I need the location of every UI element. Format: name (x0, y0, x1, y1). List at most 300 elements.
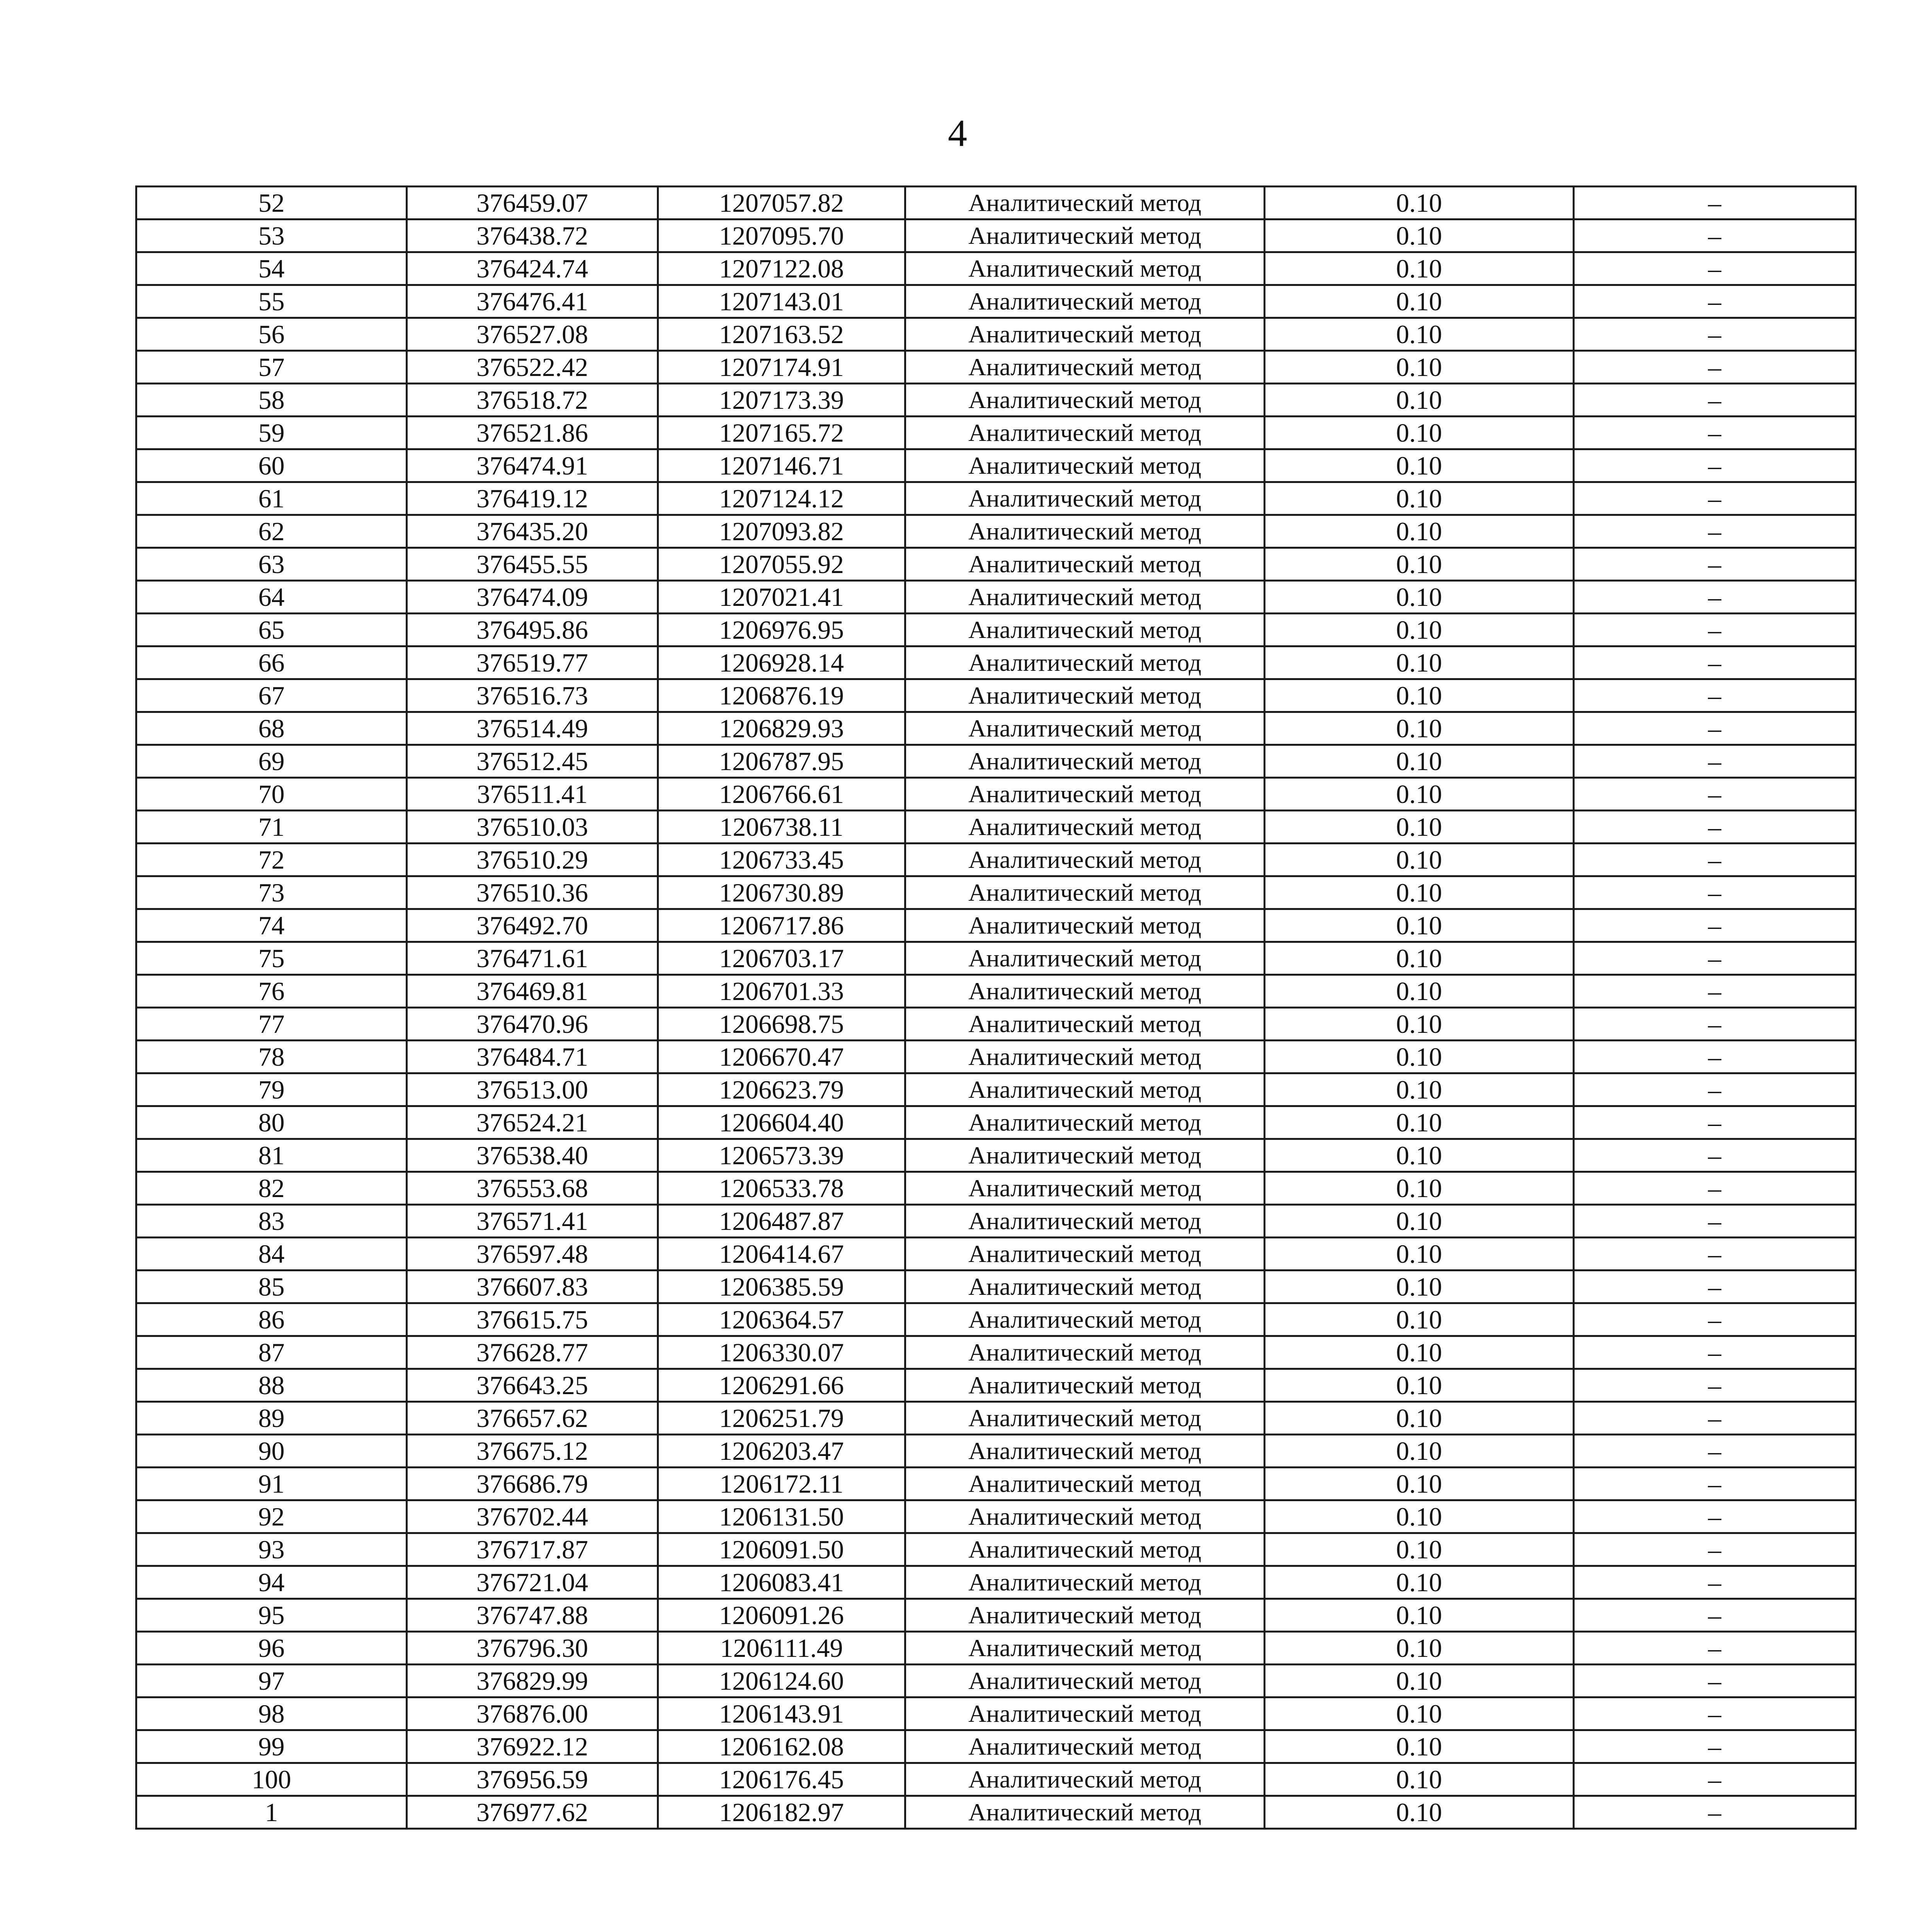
x-coordinate-cell: 376702.44 (407, 1500, 658, 1533)
x-coordinate-cell: 376977.62 (407, 1796, 658, 1829)
x-coordinate-cell: 376511.41 (407, 778, 658, 811)
x-coordinate-cell: 376435.20 (407, 515, 658, 548)
y-coordinate-cell: 1206876.19 (658, 679, 905, 712)
description-cell: – (1574, 942, 1856, 975)
accuracy-cell: 0.10 (1265, 252, 1574, 285)
accuracy-cell: 0.10 (1265, 1763, 1574, 1796)
accuracy-cell: 0.10 (1265, 778, 1574, 811)
description-cell: – (1574, 1402, 1856, 1435)
description-cell: – (1574, 1106, 1856, 1139)
x-coordinate-cell: 376510.29 (407, 844, 658, 876)
method-cell: Аналитический метод (905, 187, 1265, 219)
description-cell: – (1574, 548, 1856, 581)
x-coordinate-cell: 376455.55 (407, 548, 658, 581)
y-coordinate-cell: 1206533.78 (658, 1172, 905, 1205)
table-row (136, 1697, 1856, 1730)
method-cell: Аналитический метод (905, 252, 1265, 285)
description-cell: – (1574, 1303, 1856, 1336)
y-coordinate-cell: 1207143.01 (658, 285, 905, 318)
accuracy-cell: 0.10 (1265, 1402, 1574, 1435)
y-coordinate-cell: 1206414.67 (658, 1238, 905, 1270)
table-row (136, 581, 1856, 614)
y-coordinate-cell: 1206701.33 (658, 975, 905, 1008)
accuracy-cell: 0.10 (1265, 1139, 1574, 1172)
method-cell: Аналитический метод (905, 1763, 1265, 1796)
x-coordinate-cell: 376474.91 (407, 449, 658, 482)
description-cell: – (1574, 581, 1856, 614)
y-coordinate-cell: 1206176.45 (658, 1763, 905, 1796)
table-row (136, 1270, 1856, 1303)
accuracy-cell: 0.10 (1265, 614, 1574, 646)
description-cell: – (1574, 1238, 1856, 1270)
table-row (136, 811, 1856, 844)
table-row (136, 646, 1856, 679)
table-row (136, 351, 1856, 384)
method-cell: Аналитический метод (905, 975, 1265, 1008)
description-cell: – (1574, 844, 1856, 876)
accuracy-cell: 0.10 (1265, 745, 1574, 778)
point-number-cell: 65 (136, 614, 407, 646)
x-coordinate-cell: 376922.12 (407, 1730, 658, 1763)
x-coordinate-cell: 376615.75 (407, 1303, 658, 1336)
table-row (136, 909, 1856, 942)
table-row (136, 1336, 1856, 1369)
accuracy-cell: 0.10 (1265, 1008, 1574, 1041)
description-cell: – (1574, 1435, 1856, 1468)
accuracy-cell: 0.10 (1265, 1369, 1574, 1402)
table-row (136, 1008, 1856, 1041)
x-coordinate-cell: 376510.36 (407, 876, 658, 909)
point-number-cell: 68 (136, 712, 407, 745)
accuracy-cell: 0.10 (1265, 187, 1574, 219)
x-coordinate-cell: 376459.07 (407, 187, 658, 219)
description-cell: – (1574, 187, 1856, 219)
table-row (136, 1435, 1856, 1468)
accuracy-cell: 0.10 (1265, 1435, 1574, 1468)
point-number-cell: 74 (136, 909, 407, 942)
method-cell: Аналитический метод (905, 1008, 1265, 1041)
point-number-cell: 52 (136, 187, 407, 219)
method-cell: Аналитический метод (905, 1172, 1265, 1205)
description-cell: – (1574, 811, 1856, 844)
y-coordinate-cell: 1206172.11 (658, 1468, 905, 1500)
method-cell: Аналитический метод (905, 1402, 1265, 1435)
method-cell: Аналитический метод (905, 1796, 1265, 1829)
table-row (136, 1106, 1856, 1139)
method-cell: Аналитический метод (905, 351, 1265, 384)
point-number-cell: 82 (136, 1172, 407, 1205)
y-coordinate-cell: 1206698.75 (658, 1008, 905, 1041)
table-row (136, 1139, 1856, 1172)
method-cell: Аналитический метод (905, 1106, 1265, 1139)
description-cell: – (1574, 318, 1856, 351)
method-cell: Аналитический метод (905, 482, 1265, 515)
point-number-cell: 99 (136, 1730, 407, 1763)
x-coordinate-cell: 376628.77 (407, 1336, 658, 1369)
table-row (136, 1632, 1856, 1665)
method-cell: Аналитический метод (905, 449, 1265, 482)
point-number-cell: 71 (136, 811, 407, 844)
description-cell: – (1574, 1270, 1856, 1303)
table-row (136, 1796, 1856, 1829)
point-number-cell: 63 (136, 548, 407, 581)
y-coordinate-cell: 1206091.26 (658, 1599, 905, 1632)
y-coordinate-cell: 1206131.50 (658, 1500, 905, 1533)
accuracy-cell: 0.10 (1265, 909, 1574, 942)
point-number-cell: 93 (136, 1533, 407, 1566)
table-row (136, 384, 1856, 417)
table-row (136, 548, 1856, 581)
x-coordinate-cell: 376492.70 (407, 909, 658, 942)
accuracy-cell: 0.10 (1265, 1796, 1574, 1829)
y-coordinate-cell: 1207055.92 (658, 548, 905, 581)
accuracy-cell: 0.10 (1265, 1238, 1574, 1270)
x-coordinate-cell: 376495.86 (407, 614, 658, 646)
point-number-cell: 87 (136, 1336, 407, 1369)
table-row (136, 1402, 1856, 1435)
point-number-cell: 53 (136, 219, 407, 252)
method-cell: Аналитический метод (905, 1041, 1265, 1073)
table-row (136, 1172, 1856, 1205)
y-coordinate-cell: 1206487.87 (658, 1205, 905, 1238)
accuracy-cell: 0.10 (1265, 548, 1574, 581)
y-coordinate-cell: 1206928.14 (658, 646, 905, 679)
point-number-cell: 76 (136, 975, 407, 1008)
point-number-cell: 80 (136, 1106, 407, 1139)
x-coordinate-cell: 376657.62 (407, 1402, 658, 1435)
table-row (136, 975, 1856, 1008)
description-cell: – (1574, 1796, 1856, 1829)
method-cell: Аналитический метод (905, 909, 1265, 942)
point-number-cell: 94 (136, 1566, 407, 1599)
point-number-cell: 77 (136, 1008, 407, 1041)
table-row (136, 1041, 1856, 1073)
description-cell: – (1574, 1041, 1856, 1073)
table-row (136, 1468, 1856, 1500)
description-cell: – (1574, 1566, 1856, 1599)
y-coordinate-cell: 1206083.41 (658, 1566, 905, 1599)
x-coordinate-cell: 376675.12 (407, 1435, 658, 1468)
point-number-cell: 72 (136, 844, 407, 876)
accuracy-cell: 0.10 (1265, 384, 1574, 417)
accuracy-cell: 0.10 (1265, 1205, 1574, 1238)
x-coordinate-cell: 376470.96 (407, 1008, 658, 1041)
description-cell: – (1574, 712, 1856, 745)
point-number-cell: 66 (136, 646, 407, 679)
accuracy-cell: 0.10 (1265, 318, 1574, 351)
table-row (136, 844, 1856, 876)
method-cell: Аналитический метод (905, 285, 1265, 318)
x-coordinate-cell: 376514.49 (407, 712, 658, 745)
description-cell: – (1574, 1369, 1856, 1402)
description-cell: – (1574, 778, 1856, 811)
method-cell: Аналитический метод (905, 942, 1265, 975)
x-coordinate-cell: 376424.74 (407, 252, 658, 285)
point-number-cell: 100 (136, 1763, 407, 1796)
accuracy-cell: 0.10 (1265, 1336, 1574, 1369)
method-cell: Аналитический метод (905, 876, 1265, 909)
point-number-cell: 1 (136, 1796, 407, 1829)
method-cell: Аналитический метод (905, 548, 1265, 581)
description-cell: – (1574, 1172, 1856, 1205)
accuracy-cell: 0.10 (1265, 482, 1574, 515)
point-number-cell: 90 (136, 1435, 407, 1468)
x-coordinate-cell: 376829.99 (407, 1665, 658, 1697)
table-row (136, 1730, 1856, 1763)
method-cell: Аналитический метод (905, 712, 1265, 745)
x-coordinate-cell: 376513.00 (407, 1073, 658, 1106)
table-row (136, 252, 1856, 285)
table-row (136, 876, 1856, 909)
point-number-cell: 61 (136, 482, 407, 515)
point-number-cell: 54 (136, 252, 407, 285)
point-number-cell: 75 (136, 942, 407, 975)
y-coordinate-cell: 1207093.82 (658, 515, 905, 548)
description-cell: – (1574, 1730, 1856, 1763)
method-cell: Аналитический метод (905, 614, 1265, 646)
x-coordinate-cell: 376519.77 (407, 646, 658, 679)
description-cell: – (1574, 515, 1856, 548)
y-coordinate-cell: 1206730.89 (658, 876, 905, 909)
method-cell: Аналитический метод (905, 581, 1265, 614)
accuracy-cell: 0.10 (1265, 844, 1574, 876)
x-coordinate-cell: 376717.87 (407, 1533, 658, 1566)
x-coordinate-cell: 376876.00 (407, 1697, 658, 1730)
page-number: 4 (948, 112, 967, 155)
y-coordinate-cell: 1206787.95 (658, 745, 905, 778)
accuracy-cell: 0.10 (1265, 646, 1574, 679)
accuracy-cell: 0.10 (1265, 679, 1574, 712)
point-number-cell: 92 (136, 1500, 407, 1533)
point-number-cell: 62 (136, 515, 407, 548)
accuracy-cell: 0.10 (1265, 1073, 1574, 1106)
x-coordinate-cell: 376516.73 (407, 679, 658, 712)
description-cell: – (1574, 1665, 1856, 1697)
y-coordinate-cell: 1206829.93 (658, 712, 905, 745)
point-number-cell: 89 (136, 1402, 407, 1435)
x-coordinate-cell: 376643.25 (407, 1369, 658, 1402)
point-number-cell: 70 (136, 778, 407, 811)
table-row (136, 1205, 1856, 1238)
description-cell: – (1574, 975, 1856, 1008)
y-coordinate-cell: 1206573.39 (658, 1139, 905, 1172)
accuracy-cell: 0.10 (1265, 351, 1574, 384)
x-coordinate-cell: 376571.41 (407, 1205, 658, 1238)
accuracy-cell: 0.10 (1265, 1566, 1574, 1599)
description-cell: – (1574, 285, 1856, 318)
accuracy-cell: 0.10 (1265, 1303, 1574, 1336)
point-number-cell: 96 (136, 1632, 407, 1665)
accuracy-cell: 0.10 (1265, 876, 1574, 909)
method-cell: Аналитический метод (905, 1270, 1265, 1303)
table-row (136, 614, 1856, 646)
method-cell: Аналитический метод (905, 745, 1265, 778)
method-cell: Аналитический метод (905, 1238, 1265, 1270)
description-cell: – (1574, 1008, 1856, 1041)
y-coordinate-cell: 1206385.59 (658, 1270, 905, 1303)
accuracy-cell: 0.10 (1265, 581, 1574, 614)
y-coordinate-cell: 1206733.45 (658, 844, 905, 876)
description-cell: – (1574, 614, 1856, 646)
method-cell: Аналитический метод (905, 1435, 1265, 1468)
x-coordinate-cell: 376469.81 (407, 975, 658, 1008)
description-cell: – (1574, 679, 1856, 712)
description-cell: – (1574, 449, 1856, 482)
accuracy-cell: 0.10 (1265, 1500, 1574, 1533)
x-coordinate-cell: 376686.79 (407, 1468, 658, 1500)
method-cell: Аналитический метод (905, 844, 1265, 876)
table-row (136, 187, 1856, 219)
accuracy-cell: 0.10 (1265, 285, 1574, 318)
description-cell: – (1574, 1073, 1856, 1106)
x-coordinate-cell: 376474.09 (407, 581, 658, 614)
method-cell: Аналитический метод (905, 1730, 1265, 1763)
y-coordinate-cell: 1206976.95 (658, 614, 905, 646)
point-number-cell: 86 (136, 1303, 407, 1336)
table-row (136, 1500, 1856, 1533)
accuracy-cell: 0.10 (1265, 975, 1574, 1008)
description-cell: – (1574, 1468, 1856, 1500)
description-cell: – (1574, 384, 1856, 417)
y-coordinate-cell: 1206203.47 (658, 1435, 905, 1468)
y-coordinate-cell: 1206364.57 (658, 1303, 905, 1336)
x-coordinate-cell: 376553.68 (407, 1172, 658, 1205)
x-coordinate-cell: 376438.72 (407, 219, 658, 252)
table-row (136, 1599, 1856, 1632)
method-cell: Аналитический метод (905, 1500, 1265, 1533)
point-number-cell: 91 (136, 1468, 407, 1500)
accuracy-cell: 0.10 (1265, 1172, 1574, 1205)
description-cell: – (1574, 1139, 1856, 1172)
method-cell: Аналитический метод (905, 1697, 1265, 1730)
x-coordinate-cell: 376522.42 (407, 351, 658, 384)
table-row (136, 1073, 1856, 1106)
y-coordinate-cell: 1206670.47 (658, 1041, 905, 1073)
description-cell: – (1574, 219, 1856, 252)
description-cell: – (1574, 1632, 1856, 1665)
table-row (136, 942, 1856, 975)
table-row (136, 449, 1856, 482)
point-number-cell: 55 (136, 285, 407, 318)
y-coordinate-cell: 1206162.08 (658, 1730, 905, 1763)
y-coordinate-cell: 1206738.11 (658, 811, 905, 844)
point-number-cell: 78 (136, 1041, 407, 1073)
y-coordinate-cell: 1207163.52 (658, 318, 905, 351)
method-cell: Аналитический метод (905, 1566, 1265, 1599)
y-coordinate-cell: 1207173.39 (658, 384, 905, 417)
x-coordinate-cell: 376527.08 (407, 318, 658, 351)
method-cell: Аналитический метод (905, 318, 1265, 351)
accuracy-cell: 0.10 (1265, 712, 1574, 745)
method-cell: Аналитический метод (905, 1369, 1265, 1402)
table-row (136, 1566, 1856, 1599)
x-coordinate-cell: 376956.59 (407, 1763, 658, 1796)
description-cell: – (1574, 1500, 1856, 1533)
accuracy-cell: 0.10 (1265, 1730, 1574, 1763)
y-coordinate-cell: 1207095.70 (658, 219, 905, 252)
y-coordinate-cell: 1206604.40 (658, 1106, 905, 1139)
y-coordinate-cell: 1206111.49 (658, 1632, 905, 1665)
y-coordinate-cell: 1206623.79 (658, 1073, 905, 1106)
description-cell: – (1574, 646, 1856, 679)
y-coordinate-cell: 1207021.41 (658, 581, 905, 614)
x-coordinate-cell: 376471.61 (407, 942, 658, 975)
method-cell: Аналитический метод (905, 1073, 1265, 1106)
y-coordinate-cell: 1206091.50 (658, 1533, 905, 1566)
method-cell: Аналитический метод (905, 1139, 1265, 1172)
point-number-cell: 84 (136, 1238, 407, 1270)
point-number-cell: 59 (136, 417, 407, 449)
table-row (136, 417, 1856, 449)
point-number-cell: 81 (136, 1139, 407, 1172)
x-coordinate-cell: 376510.03 (407, 811, 658, 844)
y-coordinate-cell: 1206766.61 (658, 778, 905, 811)
y-coordinate-cell: 1206251.79 (658, 1402, 905, 1435)
table-row (136, 1665, 1856, 1697)
table-row (136, 679, 1856, 712)
y-coordinate-cell: 1206182.97 (658, 1796, 905, 1829)
description-cell: – (1574, 351, 1856, 384)
description-cell: – (1574, 1697, 1856, 1730)
y-coordinate-cell: 1207122.08 (658, 252, 905, 285)
method-cell: Аналитический метод (905, 1468, 1265, 1500)
method-cell: Аналитический метод (905, 1336, 1265, 1369)
x-coordinate-cell: 376607.83 (407, 1270, 658, 1303)
x-coordinate-cell: 376521.86 (407, 417, 658, 449)
x-coordinate-cell: 376484.71 (407, 1041, 658, 1073)
x-coordinate-cell: 376419.12 (407, 482, 658, 515)
y-coordinate-cell: 1206124.60 (658, 1665, 905, 1697)
y-coordinate-cell: 1207124.12 (658, 482, 905, 515)
accuracy-cell: 0.10 (1265, 1533, 1574, 1566)
x-coordinate-cell: 376747.88 (407, 1599, 658, 1632)
x-coordinate-cell: 376538.40 (407, 1139, 658, 1172)
accuracy-cell: 0.10 (1265, 449, 1574, 482)
description-cell: – (1574, 909, 1856, 942)
description-cell: – (1574, 417, 1856, 449)
method-cell: Аналитический метод (905, 219, 1265, 252)
x-coordinate-cell: 376796.30 (407, 1632, 658, 1665)
accuracy-cell: 0.10 (1265, 515, 1574, 548)
point-number-cell: 58 (136, 384, 407, 417)
table-row (136, 712, 1856, 745)
accuracy-cell: 0.10 (1265, 1468, 1574, 1500)
x-coordinate-cell: 376476.41 (407, 285, 658, 318)
point-number-cell: 88 (136, 1369, 407, 1402)
table-row (136, 1238, 1856, 1270)
method-cell: Аналитический метод (905, 1533, 1265, 1566)
accuracy-cell: 0.10 (1265, 1041, 1574, 1073)
method-cell: Аналитический метод (905, 679, 1265, 712)
point-number-cell: 98 (136, 1697, 407, 1730)
method-cell: Аналитический метод (905, 1303, 1265, 1336)
point-number-cell: 56 (136, 318, 407, 351)
y-coordinate-cell: 1206330.07 (658, 1336, 905, 1369)
description-cell: – (1574, 1336, 1856, 1369)
description-cell: – (1574, 1599, 1856, 1632)
table-row (136, 219, 1856, 252)
table-row (136, 1303, 1856, 1336)
y-coordinate-cell: 1206143.91 (658, 1697, 905, 1730)
x-coordinate-cell: 376721.04 (407, 1566, 658, 1599)
point-number-cell: 83 (136, 1205, 407, 1238)
point-number-cell: 95 (136, 1599, 407, 1632)
method-cell: Аналитический метод (905, 417, 1265, 449)
point-number-cell: 85 (136, 1270, 407, 1303)
table-row (136, 1369, 1856, 1402)
accuracy-cell: 0.10 (1265, 1665, 1574, 1697)
x-coordinate-cell: 376512.45 (407, 745, 658, 778)
